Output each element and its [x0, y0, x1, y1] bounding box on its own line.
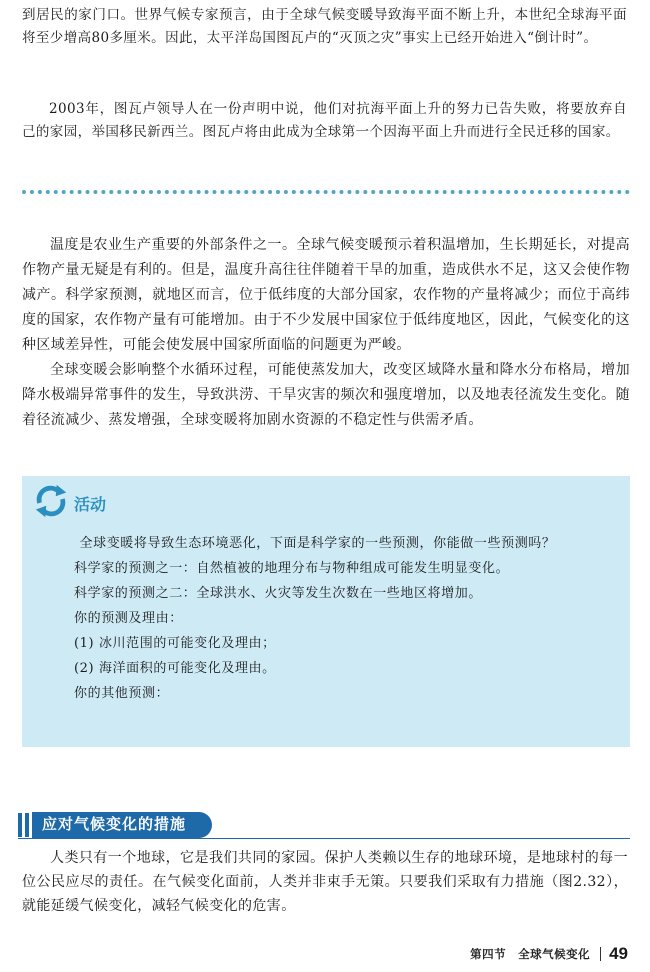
activity-intro: 全球变暖将导致生态环境恶化，下面是科学家的一些预测，你能做一些预测吗？ — [79, 536, 556, 551]
prediction-1: 科学家的预测之一：自然植被的地理分布与物种组成可能发生明显变化。 — [74, 561, 510, 576]
chapter-label: 第四节 全球气候变化 — [470, 949, 591, 961]
activity-title: 活动 — [74, 496, 107, 514]
section-heading — [18, 812, 212, 838]
page-footer — [470, 944, 628, 964]
dotted-separator — [22, 190, 630, 194]
section-paragraph: 人类只有一个地球，它是我们共同的家园。保护人类赖以生存的地球环境，是地球村的每一位公民应尽的责任。在气候变化面前，人类并非束手无策。只要我们采取有力措施（图2.32），就能延缓气候变化，减轻气候变化的危害。 — [22, 850, 628, 914]
activity-header — [32, 482, 106, 524]
top-paragraph-2: 2003年，图瓦卢领导人在一份声明中说，他们对抗海平面上升的努力已告失败，将要放弃自己的家园，举国移民新西兰。图瓦卢将由此成为全球第一个因海平面上升而进行全民迁移的国家。 — [22, 101, 627, 140]
section-title: 应对气候变化的措施 — [32, 812, 212, 838]
section-body — [22, 846, 628, 918]
activity-body — [60, 531, 610, 706]
cycle-arrows-icon — [32, 482, 70, 524]
page-number: 49 — [609, 944, 628, 963]
top-paragraph-1: 到居民的家门口。世界气候专家预言，由于全球气候变暖导致海平面不断上升，本世纪全球海平面将至少增高80多厘米。因此，太平洋岛国图瓦卢的“灭顶之灾”事实上已经开始进入“倒计时”。 — [22, 7, 627, 46]
agriculture-paragraph: 温度是农业生产重要的外部条件之一。全球气候变暖预示着积温增加，生长期延长，对提高作物产量无疑是有利的。但是，温度升高往往伴随着干旱的加重，造成供水不足，这又会使作物减产。科学家预测，就地区而言，位于低纬度的大部分国家，农作物的产量将减少；而位于高纬度的国家，农作物产量有可能增加。由于不少发展中国家位于低纬度地区，因此，气候变化的这种区域差异性，可能会使发展中国家所面临的问题更为严峻。 — [22, 236, 630, 352]
heading-strip — [25, 813, 29, 837]
glacier-item: (1) 冰川范围的可能变化及理由； — [74, 636, 276, 651]
prediction-2: 科学家的预测之二：全球洪水、火灾等发生次数在一些地区将增加。 — [74, 586, 483, 601]
ocean-item: (2) 海洋面积的可能变化及理由。 — [74, 661, 276, 676]
water-cycle-paragraph: 全球变暖会影响整个水循环过程，可能使蒸发加大，改变区域降水量和降水分布格局，增加降水极端异常事件的发生，导致洪涝、干旱灾害的频次和强度增加，以及地表径流发生变化。随着径流减少、蒸发增强，全球变暖将加剧水资源的不稳定性与供需矛盾。 — [22, 361, 630, 427]
activity-box — [22, 476, 630, 747]
main-text — [22, 232, 630, 432]
footer-divider — [600, 947, 601, 961]
heading-strip — [18, 813, 22, 837]
your-prediction-prompt: 你的预测及理由： — [74, 611, 183, 626]
other-prediction-prompt: 你的其他预测： — [74, 686, 170, 701]
section-underline — [18, 838, 630, 839]
